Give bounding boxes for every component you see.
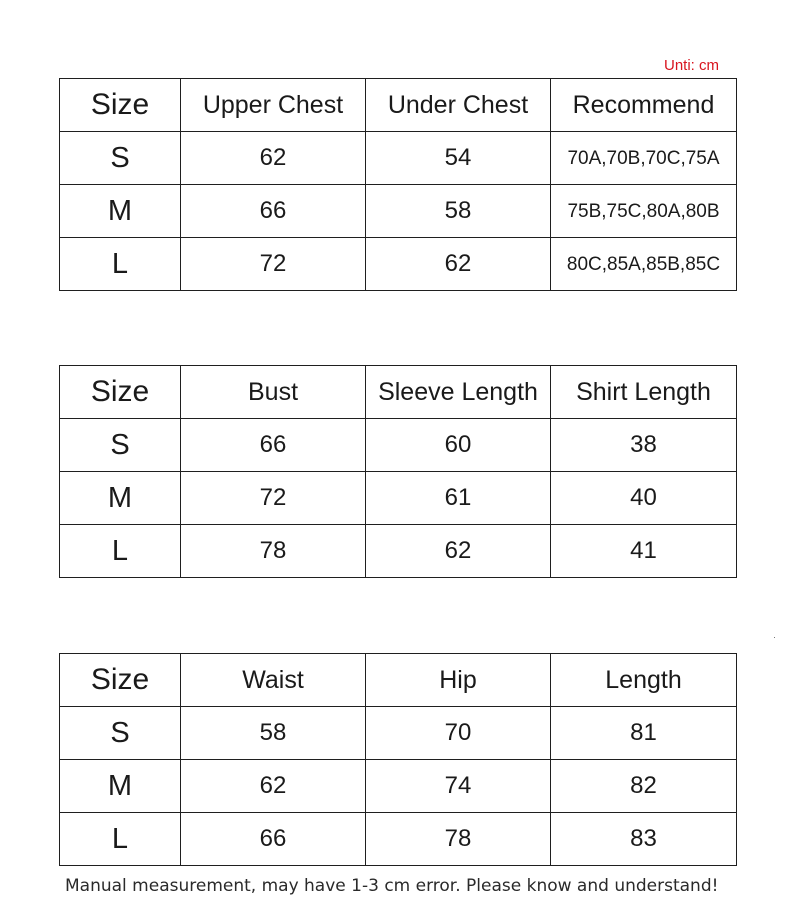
header-cell-waist: Waist — [181, 654, 366, 707]
bra-size-table — [59, 78, 737, 291]
header-cell-upper-chest: Upper Chest — [181, 79, 366, 132]
recommend-cell: 70A,70B,70C,75A — [551, 132, 737, 185]
value-cell: 60 — [366, 419, 551, 472]
size-cell: L — [60, 238, 181, 291]
recommend-cell: 80C,85A,85B,85C — [551, 238, 737, 291]
table-row — [60, 185, 737, 238]
value-cell: 61 — [366, 472, 551, 525]
size-cell: L — [60, 525, 181, 578]
value-cell: 38 — [551, 419, 737, 472]
bottom-size-table — [59, 653, 737, 866]
header-cell-bust: Bust — [181, 366, 366, 419]
value-cell: 41 — [551, 525, 737, 578]
value-cell: 54 — [366, 132, 551, 185]
value-cell: 62 — [181, 132, 366, 185]
value-cell: 78 — [366, 813, 551, 866]
size-cell: M — [60, 185, 181, 238]
value-cell: 70 — [366, 707, 551, 760]
header-cell-size: Size — [60, 654, 181, 707]
value-cell: 62 — [366, 238, 551, 291]
size-cell: M — [60, 760, 181, 813]
header-cell-size: Size — [60, 79, 181, 132]
size-cell: S — [60, 419, 181, 472]
header-cell-shirt-length: Shirt Length — [551, 366, 737, 419]
header-cell-hip: Hip — [366, 654, 551, 707]
measurement-disclaimer: Manual measurement, may have 1-3 cm error. Please know and understand! — [65, 876, 719, 896]
table-row — [60, 707, 737, 760]
value-cell: 82 — [551, 760, 737, 813]
table-row — [60, 760, 737, 813]
header-cell-sleeve-length: Sleeve Length — [366, 366, 551, 419]
header-cell-length: Length — [551, 654, 737, 707]
value-cell: 62 — [366, 525, 551, 578]
value-cell: 62 — [181, 760, 366, 813]
value-cell: 66 — [181, 813, 366, 866]
size-cell: S — [60, 707, 181, 760]
recommend-cell: 75B,75C,80A,80B — [551, 185, 737, 238]
table-header-row — [60, 79, 737, 132]
header-cell-under-chest: Under Chest — [366, 79, 551, 132]
table-header-row — [60, 654, 737, 707]
value-cell: 58 — [181, 707, 366, 760]
top-size-table — [59, 365, 737, 578]
value-cell: 66 — [181, 185, 366, 238]
stray-dot — [774, 637, 775, 638]
value-cell: 81 — [551, 707, 737, 760]
value-cell: 40 — [551, 472, 737, 525]
header-cell-size: Size — [60, 366, 181, 419]
table-row — [60, 238, 737, 291]
table-row — [60, 419, 737, 472]
size-cell: L — [60, 813, 181, 866]
table-row — [60, 132, 737, 185]
value-cell: 58 — [366, 185, 551, 238]
value-cell: 78 — [181, 525, 366, 578]
table-header-row — [60, 366, 737, 419]
table-row — [60, 472, 737, 525]
size-cell: S — [60, 132, 181, 185]
unit-note: Unti: cm — [664, 57, 720, 74]
table-row — [60, 813, 737, 866]
value-cell: 83 — [551, 813, 737, 866]
size-cell: M — [60, 472, 181, 525]
header-cell-recommend: Recommend — [551, 79, 737, 132]
value-cell: 72 — [181, 472, 366, 525]
value-cell: 66 — [181, 419, 366, 472]
value-cell: 72 — [181, 238, 366, 291]
value-cell: 74 — [366, 760, 551, 813]
table-row — [60, 525, 737, 578]
